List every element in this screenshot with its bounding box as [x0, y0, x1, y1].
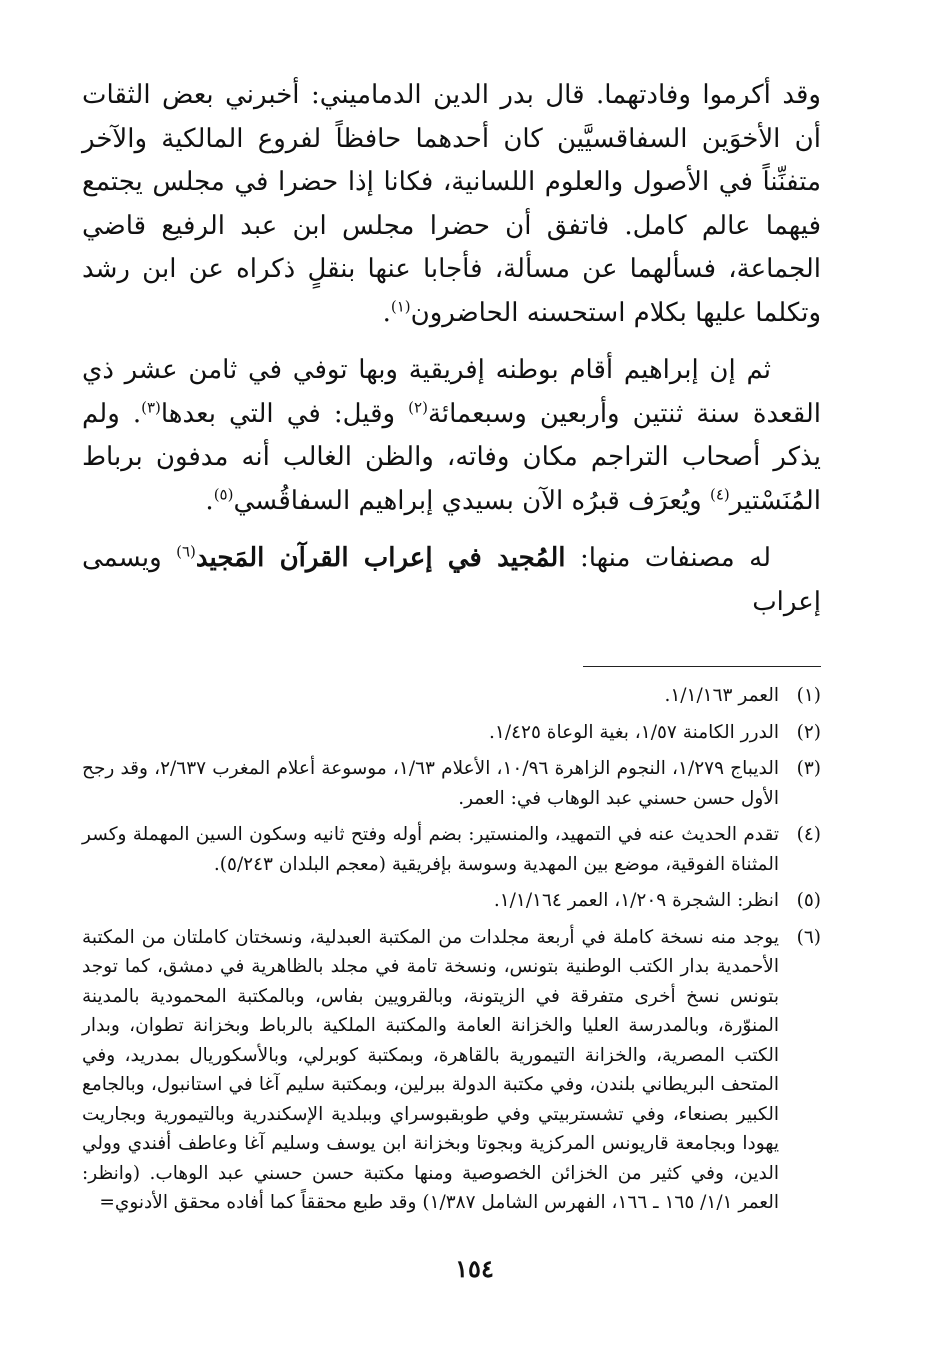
footnote-1 [82, 681, 821, 711]
footnote-text: الديباج ١/٢٧٩، النجوم الزاهرة ١٠/٩٦، الأعلام ١/٦٣، موسوعة أعلام المغرب ٢/٦٣٧، وقد رجح الأول حسن حسني عبد الوهاب في: العمر. [82, 758, 779, 809]
footnote-number: (٦) [796, 926, 821, 948]
paragraph-3-text-a: له مصنفات منها: [565, 543, 771, 573]
footnotes [82, 681, 821, 1218]
footnote-4 [82, 820, 821, 879]
book-title: المُجيد في إعراب القرآن المَجيد [195, 543, 566, 573]
footnote-ref-2[interactable]: (٢) [408, 397, 428, 416]
paragraph-2 [82, 349, 821, 523]
paragraph-2-text-e: . [205, 485, 214, 516]
footnote-number: (١) [796, 685, 821, 706]
footnote-ref-3[interactable]: (٣) [141, 397, 161, 416]
paragraph-2-text-d: ويُعرَف قبرُه الآن بسيدي إبراهيم السفاقُسي [233, 485, 710, 516]
footnote-5 [82, 886, 821, 916]
paragraph-2-text-b: وقيل: في التي بعدها [160, 398, 409, 429]
paragraph-1-end: . [382, 297, 391, 328]
footnote-ref-6[interactable]: (٦) [176, 542, 196, 561]
paragraph-1-text: وقد أكرموا وفادتهما. قال بدر الدين الدماميني: أخبرني بعض الثقات أن الأخوَين السفاقسيَّين كان أحدهما حافظاً لفروع المالكية والآخر متفنِّناً في الأصول والعلوم اللسانية، فكانا إذا حضرا في مجلس يجتمع فيهما عالم كامل. فاتفق أن حضرا مجلس ابن عبد الرفيع قاضي الجماعة، فسألهما عن مسألة، فأجابا عنها بنقلٍ ذكراه عن ابن رشد وتكلما عليها بكلام استحسنه الحاضرون [82, 80, 821, 328]
paragraph-3 [82, 537, 821, 624]
footnote-number: (٥) [796, 890, 821, 911]
footnote-text: العمر ١/١/١٦٣. [664, 685, 779, 706]
footnote-number: (٢) [796, 721, 821, 743]
footnote-ref-1[interactable]: (١) [390, 296, 411, 315]
paragraph-2-text-c: . ولم يذكر أصحاب التراجم مكان وفاته، والظن الغالب أنه مدفون برباط المُنَسْتير [82, 398, 821, 516]
footnote-number: (٣) [796, 758, 821, 779]
paragraph-1 [82, 74, 821, 335]
main-text [82, 74, 821, 624]
footnote-ref-5[interactable]: (٥) [213, 484, 234, 503]
footnote-number: (٤) [796, 824, 821, 845]
footnote-text: تقدم الحديث عنه في التمهيد، والمنستير: بضم أوله وفتح ثانيه وسكون السين المهملة وكسر المثناة الفوقية، موضع بين المهدية وسوسة بإفريقية (معجم البلدان ٥/٢٤٣). [82, 824, 779, 875]
footnote-text: الدرر الكامنة ١/٥٧، بغية الوعاة ١/٤٢٥. [489, 721, 779, 743]
footnote-separator [583, 666, 821, 667]
footnote-6 [82, 923, 821, 1218]
footnote-text: انظر: الشجرة ١/٢٠٩، العمر ١/١/١٦٤. [493, 890, 779, 911]
footnote-ref-4[interactable]: (٤) [709, 484, 730, 503]
paragraph-3-text-b: ويسمى إعراب [82, 543, 821, 617]
footnote-text: يوجد منه نسخة كاملة في أربعة مجلدات من المكتبة العبدلية، ونسختان كاملتان من المكتبة الأحمدية بدار الكتب الوطنية بتونس، ونسخة تامة في مجلد بالظاهرية في دمشق، كما توجد بتونس نسخ أخرى متفرقة في الزيتونة، وبالقرويين بفاس، وبالمكتبة المحمودية بالمدينة المنوّرة، وبالمدرسة العليا والخزانة العامة والمكتبة الملكية بالرباط وبخزانة تطوان، وبدار الكتب المصرية، والخزانة التيمورية بالقاهرة، وبمكتبة كوبرلي، وبالأسكوريال بمدريد، وفي المتحف البريطاني بلندن، وفي مكتبة الدولة ببرلين، وبمكتبة سليم آغا في استانبول، وبالجامع الكبير بصنعاء، وفي تشستربيتي وفي طوبقبوسراي وببلدية الإسكندرية وبالتيمورية وبجاريت يهودا وبجامعة قاريونس المركزية وبجوتا وبخزانة ابن يوسف وسليم آغا وعاطف أفندي وولي الدين، وفي كثير من الخزائن الخصوصية ومنها مكتبة حسن حسني عبد الوهاب. (وانظر: العمر ١/١/ ١٦٥ ـ ١٦٦، الفهرس الشامل ١/٣٨٧) وقد طبع محققاً كما أفاده محقق الأدنوي= [82, 926, 779, 1213]
footnote-2 [82, 718, 821, 748]
footnote-3 [82, 754, 821, 813]
paragraph-2-text-a: ثم إن إبراهيم أقام بوطنه إفريقية وبها توفي في ثامن عشر ذي القعدة سنة ثنتين وأربعين وسبعمائة [82, 355, 821, 429]
page-number: ١٥٤ [455, 1254, 494, 1283]
